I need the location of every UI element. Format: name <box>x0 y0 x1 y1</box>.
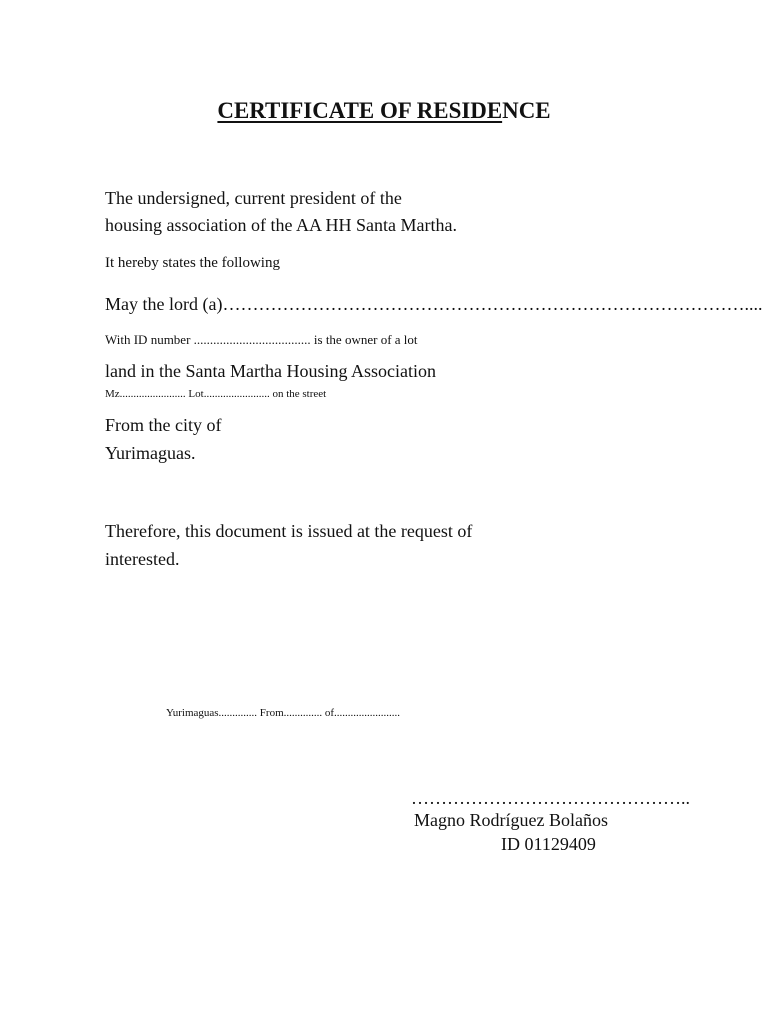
states-line: It hereby states the following <box>105 255 280 271</box>
page-title <box>0 98 768 124</box>
therefore-line-2: interested. <box>105 549 180 569</box>
mz-lot-line: Mz........................ Lot........................ on the street <box>105 388 327 400</box>
title-underlined-part: CERTIFICATE OF RESIDE <box>217 98 503 123</box>
id-number-line: With ID number .................................... is the owner of a lot <box>105 332 418 347</box>
intro-line-1: The undersigned, current president of the <box>105 188 402 208</box>
therefore-line-1: Therefore, this document is issued at the request of <box>105 521 473 541</box>
city-line-1: From the city of <box>105 415 222 435</box>
land-line: land in the Santa Martha Housing Association <box>105 361 436 381</box>
signer-name: Magno Rodríguez Bolaños <box>414 810 608 830</box>
city-line-2: Yurimaguas. <box>105 443 196 463</box>
lord-line: May the lord (a)…………………………………………………………………………….... <box>105 294 763 314</box>
signature-dots: ……………………………………….. <box>411 788 690 808</box>
date-line: Yurimaguas.............. From.............. of........................ <box>166 707 401 719</box>
intro-line-2: housing association of the AA HH Santa Martha. <box>105 215 457 235</box>
signer-id: ID 01129409 <box>501 834 596 854</box>
title-rest-part: NCE <box>502 98 551 123</box>
